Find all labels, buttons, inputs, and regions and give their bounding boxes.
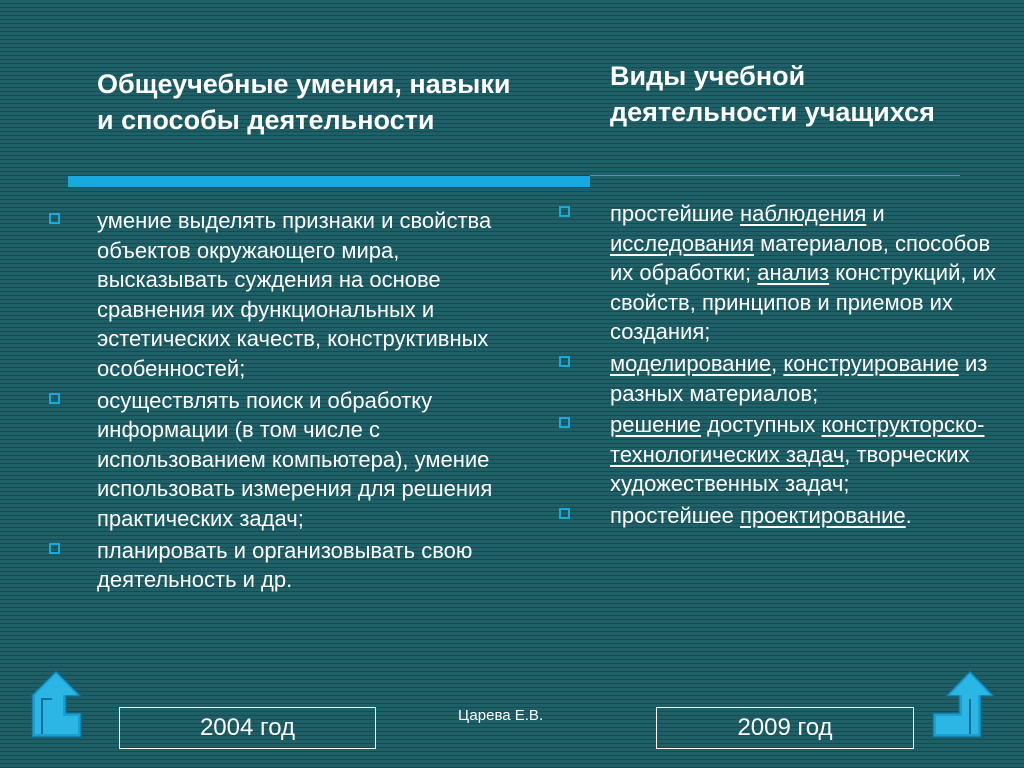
list-item-text: умение выделять признаки и свойства объектов окружающего мира, высказывать суждения на основе сравнения их функциональных и эстетических качеств, конструктивных особенностей; <box>97 208 492 381</box>
list-item <box>46 536 516 595</box>
list-item <box>556 199 996 347</box>
year-label-left: 2004 год <box>119 707 376 749</box>
list-item-text: планировать и организовывать свою деятельность и др. <box>97 537 473 593</box>
list-item-text: простейшие наблюдения и исследования материалов, способов их обработки; анализ конструкций, их свойств, принципов и приемов их создания; <box>610 201 996 345</box>
list-item <box>556 349 996 408</box>
heading-divider-thin <box>590 175 960 176</box>
return-arrow-right-icon[interactable] <box>930 668 996 740</box>
square-bullet-icon <box>559 417 570 428</box>
year-label-right: 2009 год <box>656 707 914 749</box>
list-item-text: осуществлять поиск и обработку информации (в том числе с использованием компьютера), умение использовать измерения для решения практических задач; <box>97 387 493 531</box>
list-item-text: простейшее проектирование. <box>610 502 912 528</box>
heading-divider-thick <box>68 176 590 187</box>
right-column-heading: Виды учебной деятельности учащихся <box>610 61 935 127</box>
left-skills-list <box>46 206 516 597</box>
list-item <box>556 410 996 499</box>
left-column-heading: Общеучебные умения, навыки и способы деятельности <box>97 69 511 135</box>
right-activities-list <box>556 199 996 533</box>
square-bullet-icon <box>559 206 570 217</box>
square-bullet-icon <box>49 213 60 224</box>
square-bullet-icon <box>559 356 570 367</box>
list-item <box>46 386 516 534</box>
list-item-text: решение доступных конструкторско-технологических задач, творческих художественных задач; <box>610 412 985 497</box>
list-item-text: моделирование, конструирование из разных материалов; <box>610 350 988 406</box>
return-arrow-left-icon[interactable] <box>28 668 84 740</box>
square-bullet-icon <box>49 393 60 404</box>
author-credit: Царева Е.В. <box>458 707 544 724</box>
list-item <box>46 206 516 384</box>
square-bullet-icon <box>559 508 570 519</box>
list-item <box>556 501 996 531</box>
square-bullet-icon <box>49 543 60 554</box>
